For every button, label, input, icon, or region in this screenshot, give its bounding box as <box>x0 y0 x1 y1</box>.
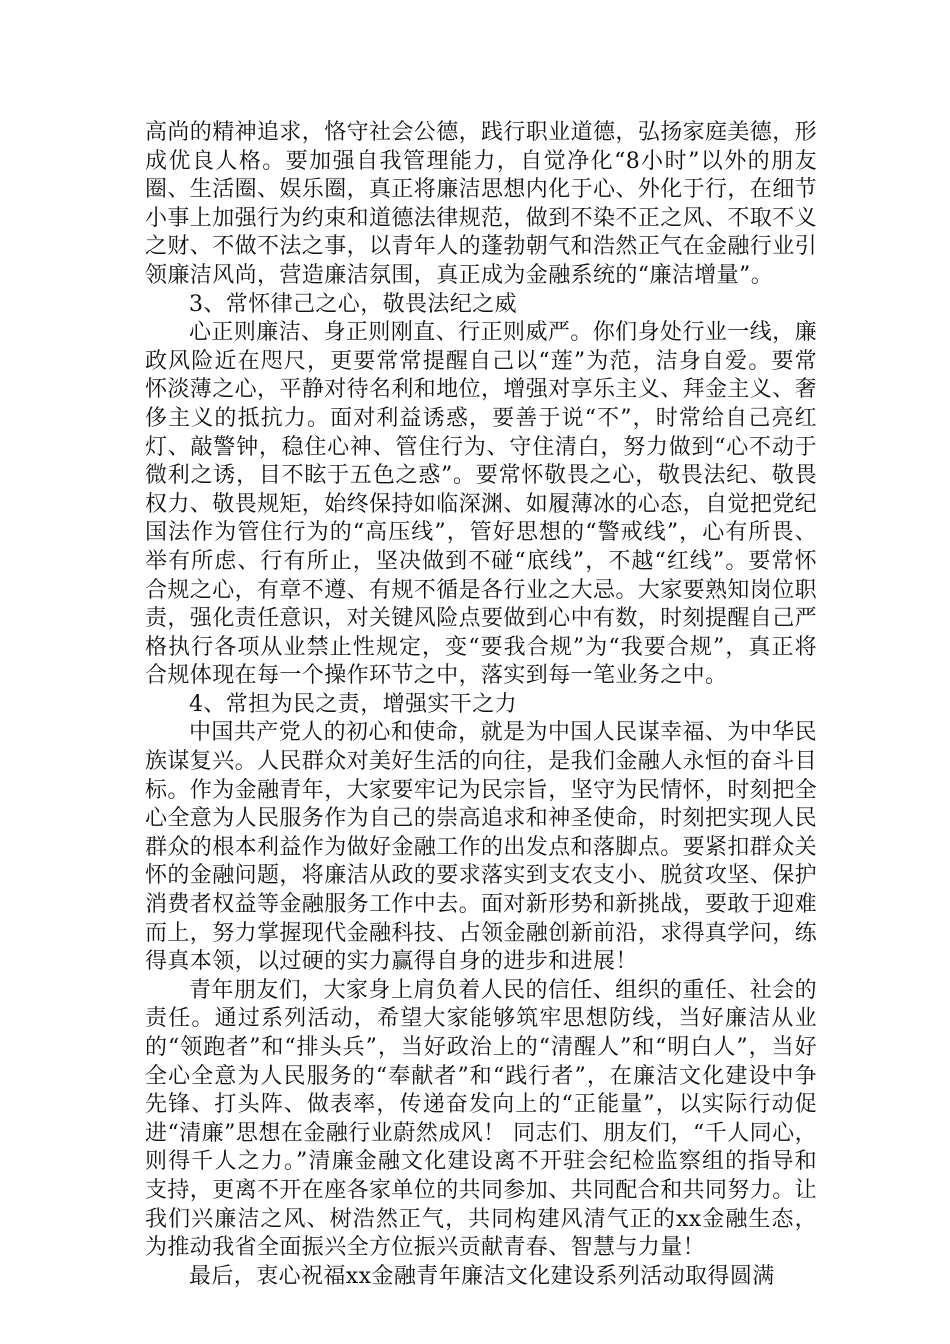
paragraph-continuation: 高尚的精神追求，恪守社会公德，践行职业道德，弘扬家庭美德，形成优良人格。要加强自我管理能力，自觉净化“8小时”以外的朋友圈、生活圈、娱乐圈，真正将廉洁思想内化于心、外化于行，在细节小事上加强行为约束和道德法律规范，做到不染不正之风、不取不义之财、不做不法之事，以青年人的蓬勃朝气和浩然正气在金融行业引领廉洁风尚，营造廉洁氛围，真正成为金融系统的“廉洁增量”。 <box>145 120 818 288</box>
paragraph-closing: 最后，衷心祝福xx金融青年廉洁文化建设系列活动取得圆满 <box>189 1263 775 1289</box>
paragraph-section-3: 心正则廉洁、身正则刚直、行正则威严。你们身处行业一线，廉政风险近在咫尺，更要常常提醒自己以“莲”为范，洁身自爱。要常怀淡薄之心，平静对待名利和地位，增强对享乐主义、拜金主义、奢侈主义的抵抗力。面对利益诱惑，要善于说“不”，时常给自己亮红灯、敲警钟，稳住心神、管住行为、守住清白，努力做到“心不动于微利之诱，目不眩于五色之惑”。要常怀敬畏之心，敬畏法纪、敬畏权力、敬畏规矩，始终保持如临深渊、如履薄冰的心态，自觉把党纪国法作为管住行为的“高压线”，管好思想的“警戒线”，心有所畏、举有所虑、行有所止，坚决做到不碰“底线”，不越“红线”。要常怀合规之心，有章不遵、有规不循是各行业之大忌。大家要熟知岗位职责，强化责任意识，对关键风险点要做到心中有数，时刻提醒自己严格执行各项从业禁止性规定，变“要我合规”为“我要合规”，真正将合规体现在每一个操作环节之中，落实到每一笔业务之中。 <box>145 320 818 689</box>
paragraph-youth-friends: 青年朋友们，大家身上肩负着人民的信任、组织的重任、社会的责任。通过系列活动，希望大家能够筑牢思想防线，当好廉洁从业的“领跑者”和“排头兵”，当好政治上的“清醒人”和“明白人”，当好全心全意为人民服务的“奉献者”和“践行者”，在廉洁文化建设中争先锋、打头阵、做表率，传递奋发向上的“正能量”，以实际行动促进“清廉”思想在金融行业蔚然成风！ 同志们、朋友们，“千人同心，则得千人之力。”清廉金融文化建设离不开驻会纪检监察组的指导和支持，更离不开在座各家单位的共同参加、共同配合和共同努力。让我们兴廉洁之风、树浩然正气，共同构建风清气正的xx金融生态，为推动我省全面振兴全方位振兴贡献青春、智慧与力量！ <box>145 977 818 1261</box>
section-heading-3: 3、常怀律己之心，敬畏法纪之威 <box>189 291 517 317</box>
paragraph-section-4: 中国共产党人的初心和使命，就是为中国人民谋幸福、为中华民族谋复兴。人民群众对美好生活的向往，是我们金融人永恒的奋斗目标。作为金融青年，大家要牢记为民宗旨，坚守为民情怀，时刻把全心全意为人民服务作为自己的崇高追求和神圣使命，时刻把实现人民群众的根本利益作为做好金融工作的出发点和落脚点。要紧扣群众关怀的金融问题，将廉洁从政的要求落实到支农支小、脱贫攻坚、保护消费者权益等金融服务工作中去。面对新形势和新挑战，要敢于迎难而上，努力掌握现代金融科技、占领金融创新前沿，求得真学问，练得真本领，以过硬的实力赢得自身的进步和进展！ <box>145 720 818 975</box>
document-body <box>145 119 817 1291</box>
section-heading-4: 4、常担为民之责，增强实干之力 <box>189 691 517 717</box>
